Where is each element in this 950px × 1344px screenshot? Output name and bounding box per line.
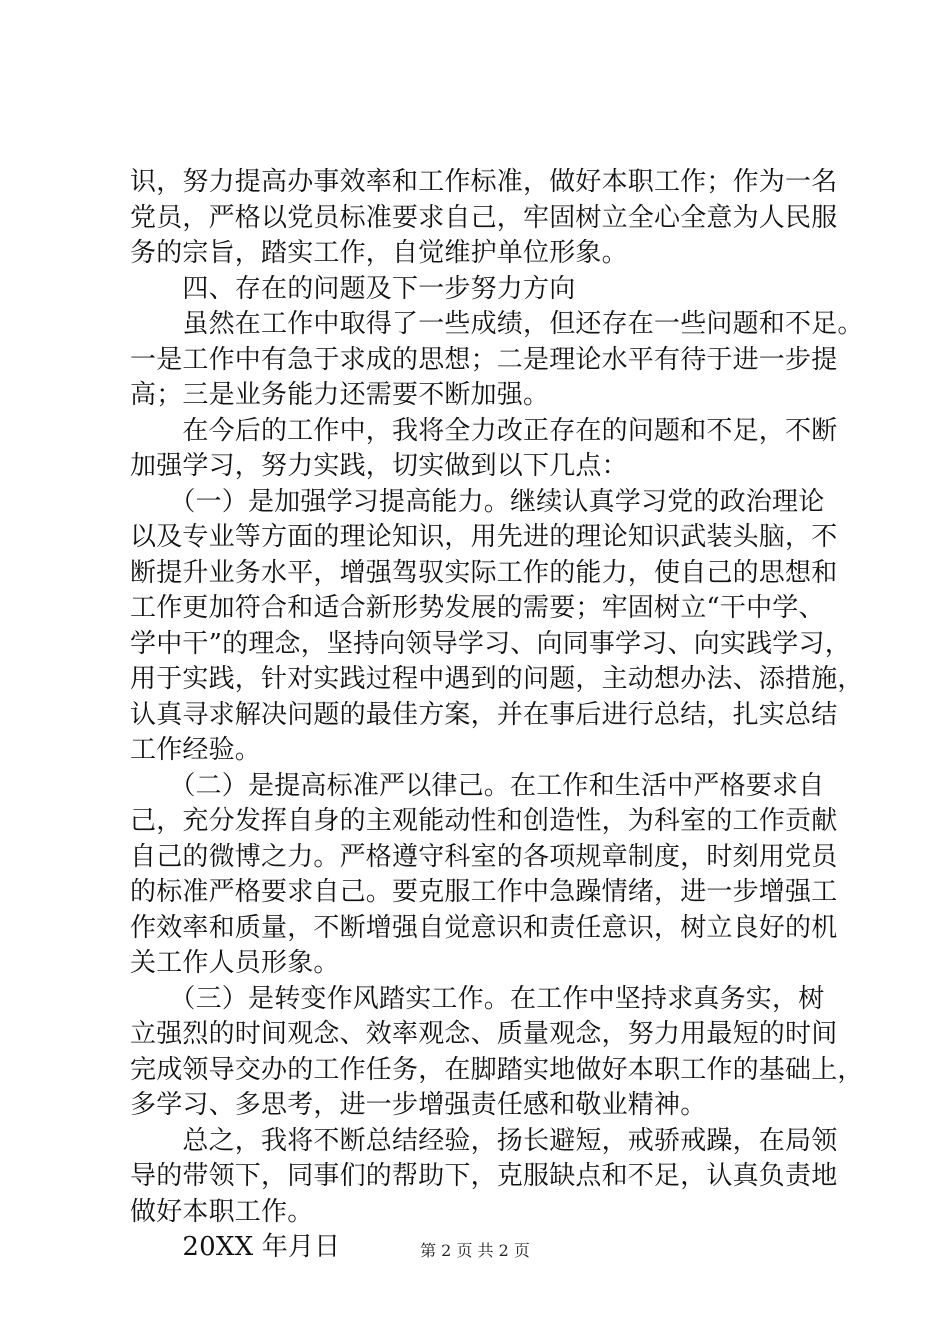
text-line: 关工作人员形象。 — [130, 948, 340, 978]
text-line: 的标准严格要求自己。要克服工作中急躁情绪，进一步增强工 — [130, 877, 838, 907]
text-line: 完成领导交办的工作任务，在脚踏实地做好本职工作的基础上， — [130, 1054, 864, 1085]
text-line: 识，努力提高办事效率和工作标准，做好本职工作；作为一名 — [130, 167, 838, 197]
text-line: 断提升业务水平，增强驾驭实际工作的能力，使自己的思想和 — [130, 557, 838, 588]
text-line: 作效率和质量，不断增强自觉意识和责任意识，树立良好的机 — [130, 912, 838, 943]
text-line: 党员，严格以党员标准要求自己，牢固树立全心全意为人民服 — [130, 202, 838, 233]
text-line: 务的宗旨，踏实工作，自觉维护单位形象。 — [130, 238, 628, 268]
date-line: 20XX 年月日 — [130, 1232, 341, 1262]
text-line: 立强烈的时间观念、效率观念、质量观念，努力用最短的时间 — [130, 1019, 838, 1049]
text-line: 自己的微博之力。严格遵守科室的各项规章制度，时刻用党员 — [130, 841, 838, 872]
text-line: 工作经验。 — [130, 735, 262, 765]
section-heading: 四、存在的问题及下一步努力方向 — [130, 273, 576, 304]
text-line: 用于实践，针对实践过程中遇到的问题，主动想办法、添措施， — [130, 664, 864, 694]
text-line: 以及专业等方面的理论知识，用先进的理论知识武装头脑，不 — [130, 522, 838, 552]
text-line: 一是工作中有急于求成的思想；二是理论水平有待于进一步提 — [130, 344, 838, 375]
document-body — [130, 165, 864, 1266]
text-line: 高；三是业务能力还需要不断加强。 — [130, 380, 550, 410]
text-line: 导的带领下，同事们的帮助下，克服缺点和不足，认真负责地 — [130, 1161, 838, 1191]
text-line: 做好本职工作。 — [130, 1196, 314, 1227]
text-line: 在今后的工作中，我将全力改正存在的问题和不足，不断 — [130, 415, 838, 446]
text-line: 己，充分发挥自身的主观能动性和创造性，为科室的工作贡献 — [130, 806, 838, 836]
text-line: 多学习、多思考，进一步增强责任感和敬业精神。 — [130, 1090, 707, 1120]
text-line: 学中干”的理念，坚持向领导学习、向同事学习、向实践学习， — [130, 628, 851, 659]
text-line: （二）是提高标准严以律己。在工作和生活中严格要求自 — [130, 770, 825, 801]
page-number-footer: 第 2 页 共 2 页 — [420, 1241, 530, 1260]
text-line: 虽然在工作中取得了一些成绩，但还存在一些问题和不足。 — [130, 309, 864, 339]
text-line: 认真寻求解决问题的最佳方案，并在事后进行总结，扎实总结 — [130, 699, 838, 730]
text-line: 加强学习，努力实践，切实做到以下几点： — [130, 451, 628, 481]
text-line: （一）是加强学习提高能力。继续认真学习党的政治理论 — [130, 486, 825, 517]
text-line: （三）是转变作风踏实工作。在工作中坚持求真务实，树 — [130, 983, 825, 1014]
text-line: 总之，我将不断总结经验，扬长避短，戒骄戒躁，在局领 — [130, 1125, 838, 1156]
text-line: 工作更加符合和适合新形势发展的需要；牢固树立“干中学、 — [130, 593, 825, 623]
